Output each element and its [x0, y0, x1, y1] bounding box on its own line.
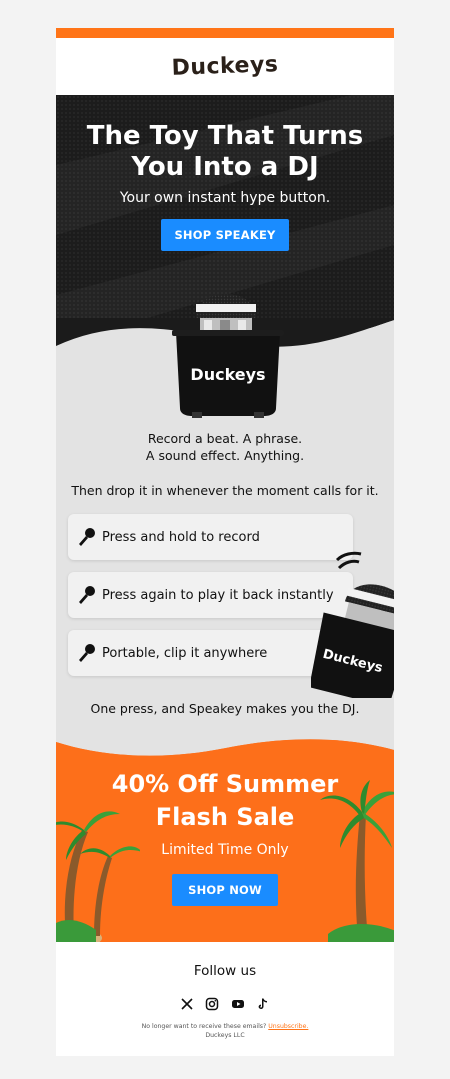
intro-copy: [56, 430, 394, 464]
microphone-icon: [75, 584, 97, 606]
tiktok-icon[interactable]: [256, 996, 270, 1010]
feature-label: Portable, clip it anywhere: [102, 645, 268, 661]
intro-line-2: A sound effect. Anything.: [145, 448, 305, 463]
hero-subtitle: Your own instant hype button.: [119, 190, 331, 206]
sale-subtitle: Limited Time Only: [161, 842, 289, 858]
side-logo-text: Duckeys: [321, 646, 385, 677]
brand-logo[interactable]: Duckeys: [171, 52, 279, 81]
instagram-icon[interactable]: [205, 996, 219, 1010]
shop-now-button[interactable]: SHOP NOW: [172, 874, 278, 906]
speakey-logo-text: Duckeys: [190, 365, 266, 384]
closing-copy: One press, and Speakey makes you the DJ.: [90, 701, 360, 716]
company-name: Duckeys LLC: [205, 1032, 245, 1039]
unsubscribe-text: No longer want to receive these emails?: [141, 1023, 267, 1030]
shop-speakey-button[interactable]: SHOP SPEAKEY: [161, 219, 289, 251]
sale-title-line-2: Flash Sale: [155, 803, 295, 831]
unsubscribe-link[interactable]: Unsubscribe.: [268, 1023, 309, 1030]
unsubscribe-notice: [56, 1022, 394, 1040]
speakey-side-image: [311, 548, 394, 698]
x-icon[interactable]: [180, 996, 194, 1010]
sale-wave-divider: [56, 728, 394, 768]
drop-in-copy: Then drop it in whenever the moment calls for it.: [71, 483, 379, 498]
intro-line-1: Record a beat. A phrase.: [147, 431, 303, 446]
youtube-icon[interactable]: [231, 996, 245, 1010]
feature-label: Press again to play it back instantly: [102, 587, 334, 603]
sale-title: [56, 768, 394, 834]
microphone-icon: [75, 526, 97, 548]
social-links: [180, 994, 270, 1012]
follow-us-heading: Follow us: [193, 963, 257, 979]
top-accent-bar: [56, 28, 394, 38]
feature-label: Press and hold to record: [102, 529, 260, 545]
speakey-product-image: [172, 268, 284, 418]
microphone-icon: [75, 642, 97, 664]
email-container: [56, 28, 394, 1056]
sale-title-line-1: 40% Off Summer: [111, 770, 339, 798]
hero-title: The Toy That Turns You Into a DJ: [86, 121, 364, 182]
